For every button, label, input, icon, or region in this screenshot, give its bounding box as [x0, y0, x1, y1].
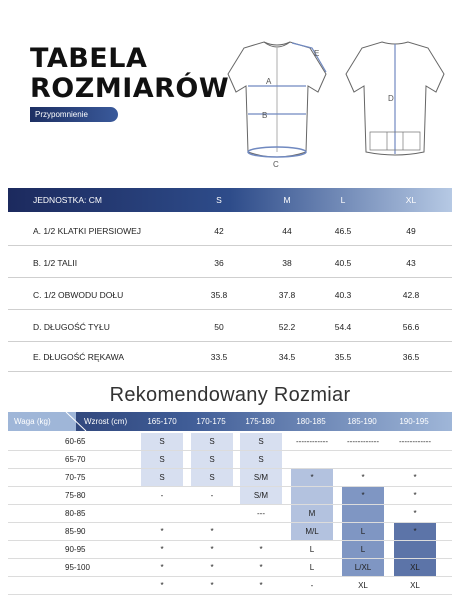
- weight-cell: 65-70: [65, 455, 86, 464]
- row-label: E. DŁUGOŚĆ RĘKAWA: [33, 352, 124, 362]
- size-cell: XL: [410, 581, 420, 590]
- size-cell: L: [342, 541, 384, 558]
- weight-label: Waga (kg): [14, 417, 51, 426]
- size-cell: [191, 505, 233, 522]
- label-e: E: [314, 49, 320, 58]
- height-col: 165-170: [147, 417, 177, 426]
- size-cell: -: [160, 491, 164, 500]
- row-label: D. DŁUGOŚĆ TYŁU: [33, 322, 110, 332]
- size-cell: *: [291, 469, 333, 486]
- title-line-2: ROZMIARÓW: [30, 73, 230, 104]
- size-cell: *: [259, 545, 263, 554]
- rec-row: [8, 487, 452, 505]
- size-cell: L: [309, 563, 315, 572]
- cell-l: 35.5: [334, 352, 352, 362]
- rec-row: [8, 451, 452, 469]
- rec-table-header: [8, 412, 452, 431]
- size-cell: *: [210, 563, 214, 572]
- size-cell: [394, 451, 436, 468]
- size-cell: *: [160, 563, 164, 572]
- size-cell: S: [240, 433, 282, 450]
- size-cell: *: [361, 473, 365, 482]
- size-cell: *: [160, 527, 164, 536]
- size-cell: S/M: [240, 487, 282, 504]
- reminder-badge[interactable]: Przypomnienie: [30, 107, 118, 122]
- size-cell: L: [309, 545, 315, 554]
- size-cell: M: [291, 505, 333, 522]
- size-cell: *: [394, 523, 436, 540]
- row-label: C. 1/2 OBWODU DOŁU: [33, 290, 124, 300]
- size-cell: [291, 487, 333, 504]
- label-d: D: [388, 94, 394, 103]
- size-cell: *: [413, 491, 417, 500]
- header-s: S: [216, 195, 222, 205]
- cell-m: 34.5: [278, 352, 296, 362]
- cell-xl: 42.8: [402, 290, 420, 300]
- cell-xl: 43: [406, 258, 416, 268]
- size-cell: S: [191, 469, 233, 486]
- height-col: 180-185: [296, 417, 326, 426]
- size-row: [8, 215, 452, 246]
- label-c: C: [273, 160, 279, 169]
- size-cell: -: [210, 491, 214, 500]
- cell-s: 42: [214, 226, 224, 236]
- rec-row: [8, 577, 452, 595]
- size-cell: [240, 523, 282, 540]
- height-col: 190-195: [399, 417, 429, 426]
- cell-l: 46.5: [334, 226, 352, 236]
- size-cell: S: [141, 469, 183, 486]
- label-b: B: [262, 111, 268, 120]
- cell-s: 50: [214, 322, 224, 332]
- size-cell: *: [160, 545, 164, 554]
- label-a: A: [266, 77, 272, 86]
- weight-cell: 95-100: [65, 563, 90, 572]
- cell-xl: 36.5: [402, 352, 420, 362]
- header-l: L: [340, 195, 346, 205]
- weight-cell: 70-75: [65, 473, 86, 482]
- size-cell: *: [160, 581, 164, 590]
- size-cell: ------------: [347, 437, 379, 446]
- size-row: [8, 311, 452, 342]
- size-cell: [291, 451, 333, 468]
- size-row: [8, 279, 452, 310]
- size-cell: S: [141, 451, 183, 468]
- size-cell: *: [259, 563, 263, 572]
- size-cell: ------------: [399, 437, 431, 446]
- size-cell: ------------: [296, 437, 328, 446]
- size-cell: S/M: [240, 469, 282, 486]
- cell-m: 52.2: [278, 322, 296, 332]
- rec-row: [8, 433, 452, 451]
- weight-cell: 90-95: [65, 545, 86, 554]
- rec-row: [8, 559, 452, 577]
- weight-cell: 75-80: [65, 491, 86, 500]
- size-cell: XL: [358, 581, 368, 590]
- cell-m: 37.8: [278, 290, 296, 300]
- cell-l: 40.5: [334, 258, 352, 268]
- cell-s: 33.5: [210, 352, 228, 362]
- size-cell: [394, 541, 436, 558]
- size-cell: *: [413, 509, 417, 518]
- size-cell: S: [240, 451, 282, 468]
- header-unit: JEDNOSTKA: CM: [33, 195, 102, 205]
- size-cell: L: [342, 523, 384, 540]
- size-cell: [342, 505, 384, 522]
- header-m: M: [283, 195, 291, 205]
- cell-l: 54.4: [334, 322, 352, 332]
- size-cell: [141, 505, 183, 522]
- size-cell: -: [310, 581, 314, 590]
- cell-l: 40.3: [334, 290, 352, 300]
- size-cell: ---: [257, 509, 265, 518]
- header-xl: XL: [405, 195, 417, 205]
- weight-cell: 60-65: [65, 437, 86, 446]
- size-row: [8, 341, 452, 372]
- weight-cell: 80-85: [65, 509, 86, 518]
- rec-row: [8, 469, 452, 487]
- weight-cell: 85-90: [65, 527, 86, 536]
- row-label: A. 1/2 KLATKI PIERSIOWEJ: [33, 226, 142, 236]
- cell-xl: 49: [406, 226, 416, 236]
- cell-m: 38: [282, 258, 292, 268]
- rec-row: [8, 523, 452, 541]
- size-cell: S: [191, 433, 233, 450]
- cell-m: 44: [282, 226, 292, 236]
- size-table-header: [8, 188, 452, 212]
- page-title: [30, 44, 229, 104]
- size-cell: S: [191, 451, 233, 468]
- cell-s: 35.8: [210, 290, 228, 300]
- size-cell: *: [210, 527, 214, 536]
- size-cell: S: [141, 433, 183, 450]
- size-cell: *: [259, 581, 263, 590]
- jersey-back-diagram: [340, 34, 450, 169]
- cell-xl: 56.6: [402, 322, 420, 332]
- row-label: B. 1/2 TALII: [33, 258, 78, 268]
- height-col: 185-190: [347, 417, 377, 426]
- size-cell: M/L: [291, 523, 333, 540]
- size-cell: L/XL: [342, 559, 384, 576]
- title-line-1: TABELA: [30, 43, 148, 74]
- height-label: Wzrost (cm): [84, 417, 128, 426]
- size-cell: XL: [394, 559, 436, 576]
- size-cell: *: [210, 545, 214, 554]
- size-cell: [342, 451, 384, 468]
- size-cell: *: [413, 473, 417, 482]
- size-row: [8, 247, 452, 278]
- size-cell: *: [210, 581, 214, 590]
- jersey-front-diagram: [222, 34, 332, 169]
- rec-row: [8, 505, 452, 523]
- cell-s: 36: [214, 258, 224, 268]
- size-cell: *: [342, 487, 384, 504]
- height-col: 175-180: [245, 417, 275, 426]
- rec-row: [8, 541, 452, 559]
- recommended-title: Rekomendowany Rozmiar: [109, 384, 351, 406]
- height-col: 170-175: [196, 417, 226, 426]
